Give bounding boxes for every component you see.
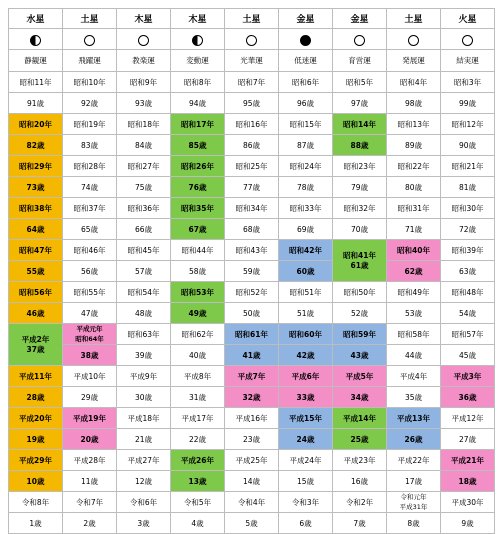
era-row — [9, 450, 495, 471]
age-cell: 84歳 — [117, 135, 171, 156]
era-label-line: 令和元年 — [400, 493, 427, 501]
era-cell: 平成4年 — [387, 366, 441, 387]
fortune-type-cell: 光華運 — [225, 50, 279, 72]
age-cell: 20歳 — [63, 429, 117, 450]
age-row — [9, 303, 495, 324]
era-cell: 昭和62年 — [171, 324, 225, 345]
fortune-type-row — [9, 50, 495, 72]
era-cell: 昭和35年 — [171, 198, 225, 219]
era-cell: 平成26年 — [171, 450, 225, 471]
age-cell: 3歳 — [117, 513, 171, 534]
age-row — [9, 93, 495, 114]
era-cell: 昭和12年 — [441, 114, 495, 135]
era-cell: 昭和34年 — [225, 198, 279, 219]
era-label: 昭和41年 — [343, 250, 376, 260]
age-row — [9, 345, 495, 366]
age-cell: 75歳 — [117, 177, 171, 198]
era-cell: 昭和23年 — [333, 156, 387, 177]
symbol-cell — [441, 29, 495, 50]
era-cell: 平成18年 — [117, 408, 171, 429]
planet-header: 土星 — [225, 9, 279, 29]
age-cell: 93歳 — [117, 93, 171, 114]
age-cell: 88歳 — [333, 135, 387, 156]
age-cell: 23歳 — [225, 429, 279, 450]
age-cell: 44歳 — [387, 345, 441, 366]
age-cell: 62歳 — [387, 261, 441, 282]
era-cell: 昭和7年 — [225, 72, 279, 93]
empty-circle-icon — [246, 35, 257, 46]
planet-header: 土星 — [63, 9, 117, 29]
fortune-type-cell: 変動運 — [171, 50, 225, 72]
planet-header: 木星 — [117, 9, 171, 29]
era-cell: 昭和36年 — [117, 198, 171, 219]
era-cell: 昭和31年 — [387, 198, 441, 219]
era-cell: 平成13年 — [387, 408, 441, 429]
era-cell: 昭和49年 — [387, 282, 441, 303]
era-cell: 昭和52年 — [225, 282, 279, 303]
era-cell: 昭和44年 — [171, 240, 225, 261]
age-cell: 11歳 — [63, 471, 117, 492]
era-cell: 令和7年 — [63, 492, 117, 513]
age-cell: 40歳 — [171, 345, 225, 366]
era-cell: 昭和28年 — [63, 156, 117, 177]
era-cell: 昭和43年 — [225, 240, 279, 261]
age-cell: 60歳 — [279, 261, 333, 282]
era-row — [9, 282, 495, 303]
era-cell: 昭和30年 — [441, 198, 495, 219]
era-cell: 昭和38年 — [9, 198, 63, 219]
era-cell: 昭和29年 — [9, 156, 63, 177]
fortune-type-cell: 低迷運 — [279, 50, 333, 72]
fortune-type-cell: 発展運 — [387, 50, 441, 72]
empty-circle-icon — [138, 35, 149, 46]
age-cell: 89歳 — [387, 135, 441, 156]
year-age-cell — [333, 240, 387, 282]
symbol-cell — [117, 29, 171, 50]
era-cell: 昭和39年 — [441, 240, 495, 261]
age-cell: 10歳 — [9, 471, 63, 492]
era-cell — [387, 492, 441, 513]
age-cell: 29歳 — [63, 387, 117, 408]
era-cell: 昭和20年 — [9, 114, 63, 135]
age-cell: 41歳 — [225, 345, 279, 366]
era-row — [9, 324, 495, 345]
age-cell: 22歳 — [171, 429, 225, 450]
age-cell: 99歳 — [441, 93, 495, 114]
planet-header: 火星 — [441, 9, 495, 29]
era-label-line: 平成31年 — [399, 503, 428, 511]
era-row — [9, 408, 495, 429]
age-cell: 46歳 — [9, 303, 63, 324]
age-cell: 77歳 — [225, 177, 279, 198]
age-cell: 25歳 — [333, 429, 387, 450]
era-row — [9, 240, 495, 261]
era-cell: 平成28年 — [63, 450, 117, 471]
age-cell: 50歳 — [225, 303, 279, 324]
era-cell: 昭和55年 — [63, 282, 117, 303]
age-cell: 38歳 — [63, 345, 117, 366]
era-cell: 昭和6年 — [279, 72, 333, 93]
fortune-table-body — [9, 9, 495, 534]
era-cell: 平成6年 — [279, 366, 333, 387]
era-cell: 平成5年 — [333, 366, 387, 387]
era-cell: 平成24年 — [279, 450, 333, 471]
era-cell: 昭和33年 — [279, 198, 333, 219]
era-cell: 昭和63年 — [117, 324, 171, 345]
age-cell: 59歳 — [225, 261, 279, 282]
age-cell: 58歳 — [171, 261, 225, 282]
era-cell: 昭和4年 — [387, 72, 441, 93]
planet-header-row — [9, 9, 495, 29]
age-cell: 14歳 — [225, 471, 279, 492]
age-cell: 28歳 — [9, 387, 63, 408]
age-cell: 53歳 — [387, 303, 441, 324]
age-cell: 85歳 — [171, 135, 225, 156]
age-cell: 12歳 — [117, 471, 171, 492]
age-cell: 78歳 — [279, 177, 333, 198]
era-cell: 平成29年 — [9, 450, 63, 471]
empty-circle-icon — [408, 35, 419, 46]
era-cell: 昭和14年 — [333, 114, 387, 135]
age-row — [9, 177, 495, 198]
age-cell: 15歳 — [279, 471, 333, 492]
fortune-table — [8, 8, 495, 534]
fortune-type-cell: 育営運 — [333, 50, 387, 72]
era-cell: 昭和8年 — [171, 72, 225, 93]
era-cell: 平成23年 — [333, 450, 387, 471]
era-cell: 昭和45年 — [117, 240, 171, 261]
era-cell: 平成9年 — [117, 366, 171, 387]
age-cell: 67歳 — [171, 219, 225, 240]
age-cell: 35歳 — [387, 387, 441, 408]
full-circle-icon — [300, 35, 311, 46]
age-cell: 54歳 — [441, 303, 495, 324]
era-row — [9, 198, 495, 219]
age-cell: 30歳 — [117, 387, 171, 408]
empty-circle-icon — [84, 35, 95, 46]
age-row — [9, 387, 495, 408]
symbol-cell — [279, 29, 333, 50]
age-cell: 52歳 — [333, 303, 387, 324]
era-cell: 昭和21年 — [441, 156, 495, 177]
age-cell: 5歳 — [225, 513, 279, 534]
age-cell: 24歳 — [279, 429, 333, 450]
age-cell: 36歳 — [441, 387, 495, 408]
era-row — [9, 114, 495, 135]
age-cell: 87歳 — [279, 135, 333, 156]
era-cell: 昭和53年 — [171, 282, 225, 303]
age-cell: 4歳 — [171, 513, 225, 534]
era-cell: 令和2年 — [333, 492, 387, 513]
age-cell: 64歳 — [9, 219, 63, 240]
era-cell: 平成30年 — [441, 492, 495, 513]
age-cell: 70歳 — [333, 219, 387, 240]
age-cell: 27歳 — [441, 429, 495, 450]
age-cell: 74歳 — [63, 177, 117, 198]
era-cell: 令和3年 — [279, 492, 333, 513]
age-cell: 66歳 — [117, 219, 171, 240]
era-cell: 令和8年 — [9, 492, 63, 513]
age-cell: 63歳 — [441, 261, 495, 282]
era-cell: 昭和32年 — [333, 198, 387, 219]
empty-circle-icon — [354, 35, 365, 46]
era-cell: 平成27年 — [117, 450, 171, 471]
age-cell: 98歳 — [387, 93, 441, 114]
age-cell: 97歳 — [333, 93, 387, 114]
age-cell: 68歳 — [225, 219, 279, 240]
era-row — [9, 492, 495, 513]
era-cell — [63, 324, 117, 345]
age-cell: 32歳 — [225, 387, 279, 408]
age-cell: 16歳 — [333, 471, 387, 492]
symbol-cell — [171, 29, 225, 50]
era-cell: 昭和58年 — [387, 324, 441, 345]
age-cell: 49歳 — [171, 303, 225, 324]
era-cell: 昭和61年 — [225, 324, 279, 345]
era-label: 平成2年 — [21, 334, 50, 344]
planet-header: 金星 — [279, 9, 333, 29]
age-cell: 13歳 — [171, 471, 225, 492]
era-cell: 昭和59年 — [333, 324, 387, 345]
age-cell: 33歳 — [279, 387, 333, 408]
era-cell: 昭和19年 — [63, 114, 117, 135]
era-cell: 昭和50年 — [333, 282, 387, 303]
age-cell: 86歳 — [225, 135, 279, 156]
era-cell: 昭和3年 — [441, 72, 495, 93]
age-cell: 45歳 — [441, 345, 495, 366]
era-cell: 昭和56年 — [9, 282, 63, 303]
era-cell: 令和4年 — [225, 492, 279, 513]
age-cell: 2歳 — [63, 513, 117, 534]
era-cell: 平成12年 — [441, 408, 495, 429]
era-cell: 昭和25年 — [225, 156, 279, 177]
era-cell: 平成17年 — [171, 408, 225, 429]
age-cell: 57歳 — [117, 261, 171, 282]
era-cell: 昭和60年 — [279, 324, 333, 345]
era-cell: 昭和17年 — [171, 114, 225, 135]
age-cell: 95歳 — [225, 93, 279, 114]
era-cell: 平成15年 — [279, 408, 333, 429]
era-cell: 平成21年 — [441, 450, 495, 471]
era-cell: 平成19年 — [63, 408, 117, 429]
age-cell: 72歳 — [441, 219, 495, 240]
era-cell: 昭和18年 — [117, 114, 171, 135]
age-cell: 91歳 — [9, 93, 63, 114]
age-cell: 17歳 — [387, 471, 441, 492]
age-row — [9, 219, 495, 240]
era-cell: 平成25年 — [225, 450, 279, 471]
planet-header: 木星 — [171, 9, 225, 29]
age-cell: 21歳 — [117, 429, 171, 450]
era-cell: 昭和5年 — [333, 72, 387, 93]
age-cell: 6歳 — [279, 513, 333, 534]
age-row — [9, 261, 495, 282]
era-row — [9, 156, 495, 177]
fortune-type-cell: 教楽運 — [117, 50, 171, 72]
age-cell: 69歳 — [279, 219, 333, 240]
age-cell: 73歳 — [9, 177, 63, 198]
age-cell: 39歳 — [117, 345, 171, 366]
era-cell: 平成3年 — [441, 366, 495, 387]
age-cell: 92歳 — [63, 93, 117, 114]
age-cell: 48歳 — [117, 303, 171, 324]
era-row — [9, 366, 495, 387]
era-cell: 昭和40年 — [387, 240, 441, 261]
era-cell: 昭和11年 — [9, 72, 63, 93]
age-cell: 56歳 — [63, 261, 117, 282]
age-cell: 8歳 — [387, 513, 441, 534]
era-label-line: 昭和64年 — [75, 335, 104, 343]
age-cell: 96歳 — [279, 93, 333, 114]
planet-header: 水星 — [9, 9, 63, 29]
age-cell: 34歳 — [333, 387, 387, 408]
age-cell: 80歳 — [387, 177, 441, 198]
age-row — [9, 471, 495, 492]
era-cell: 昭和15年 — [279, 114, 333, 135]
era-cell: 平成10年 — [63, 366, 117, 387]
era-cell: 昭和22年 — [387, 156, 441, 177]
symbol-cell — [63, 29, 117, 50]
era-cell: 昭和46年 — [63, 240, 117, 261]
era-cell: 昭和47年 — [9, 240, 63, 261]
era-cell: 昭和26年 — [171, 156, 225, 177]
era-row — [9, 72, 495, 93]
era-cell: 平成16年 — [225, 408, 279, 429]
age-cell: 81歳 — [441, 177, 495, 198]
era-cell: 平成7年 — [225, 366, 279, 387]
age-cell: 7歳 — [333, 513, 387, 534]
age-cell: 79歳 — [333, 177, 387, 198]
planet-header: 土星 — [387, 9, 441, 29]
age-cell: 76歳 — [171, 177, 225, 198]
era-cell: 昭和51年 — [279, 282, 333, 303]
fortune-type-cell: 飛躍運 — [63, 50, 117, 72]
empty-circle-icon — [462, 35, 473, 46]
half-circle-icon — [192, 35, 203, 46]
era-cell: 昭和24年 — [279, 156, 333, 177]
symbol-row — [9, 29, 495, 50]
age-cell: 19歳 — [9, 429, 63, 450]
era-cell: 昭和13年 — [387, 114, 441, 135]
age-cell: 18歳 — [441, 471, 495, 492]
era-cell: 平成8年 — [171, 366, 225, 387]
age-cell: 43歳 — [333, 345, 387, 366]
fortune-type-cell: 結実運 — [441, 50, 495, 72]
age-cell: 65歳 — [63, 219, 117, 240]
symbol-cell — [9, 29, 63, 50]
symbol-cell — [387, 29, 441, 50]
era-cell: 昭和57年 — [441, 324, 495, 345]
era-cell: 令和6年 — [117, 492, 171, 513]
era-cell: 昭和54年 — [117, 282, 171, 303]
era-cell: 昭和9年 — [117, 72, 171, 93]
age-cell: 42歳 — [279, 345, 333, 366]
age-cell: 9歳 — [441, 513, 495, 534]
era-cell: 昭和48年 — [441, 282, 495, 303]
era-cell: 昭和37年 — [63, 198, 117, 219]
planet-header: 金星 — [333, 9, 387, 29]
fortune-type-cell: 静観運 — [9, 50, 63, 72]
age-cell: 51歳 — [279, 303, 333, 324]
age-cell: 71歳 — [387, 219, 441, 240]
half-circle-icon — [30, 35, 41, 46]
era-cell: 平成20年 — [9, 408, 63, 429]
age-cell: 94歳 — [171, 93, 225, 114]
age-row — [9, 513, 495, 534]
year-age-cell — [9, 324, 63, 366]
age-row — [9, 135, 495, 156]
age-cell: 83歳 — [63, 135, 117, 156]
symbol-cell — [225, 29, 279, 50]
era-label-line: 平成元年 — [76, 325, 103, 333]
era-cell: 昭和27年 — [117, 156, 171, 177]
symbol-cell — [333, 29, 387, 50]
age-cell: 1歳 — [9, 513, 63, 534]
age-cell: 55歳 — [9, 261, 63, 282]
era-cell: 平成22年 — [387, 450, 441, 471]
age-label: 61歳 — [350, 260, 369, 270]
age-cell: 82歳 — [9, 135, 63, 156]
era-cell: 昭和42年 — [279, 240, 333, 261]
age-row — [9, 429, 495, 450]
era-cell: 令和5年 — [171, 492, 225, 513]
age-cell: 90歳 — [441, 135, 495, 156]
era-cell: 昭和16年 — [225, 114, 279, 135]
age-cell: 26歳 — [387, 429, 441, 450]
age-cell: 47歳 — [63, 303, 117, 324]
age-cell: 31歳 — [171, 387, 225, 408]
age-label: 37歳 — [26, 344, 45, 354]
era-cell: 昭和10年 — [63, 72, 117, 93]
era-cell: 平成14年 — [333, 408, 387, 429]
era-cell: 平成11年 — [9, 366, 63, 387]
